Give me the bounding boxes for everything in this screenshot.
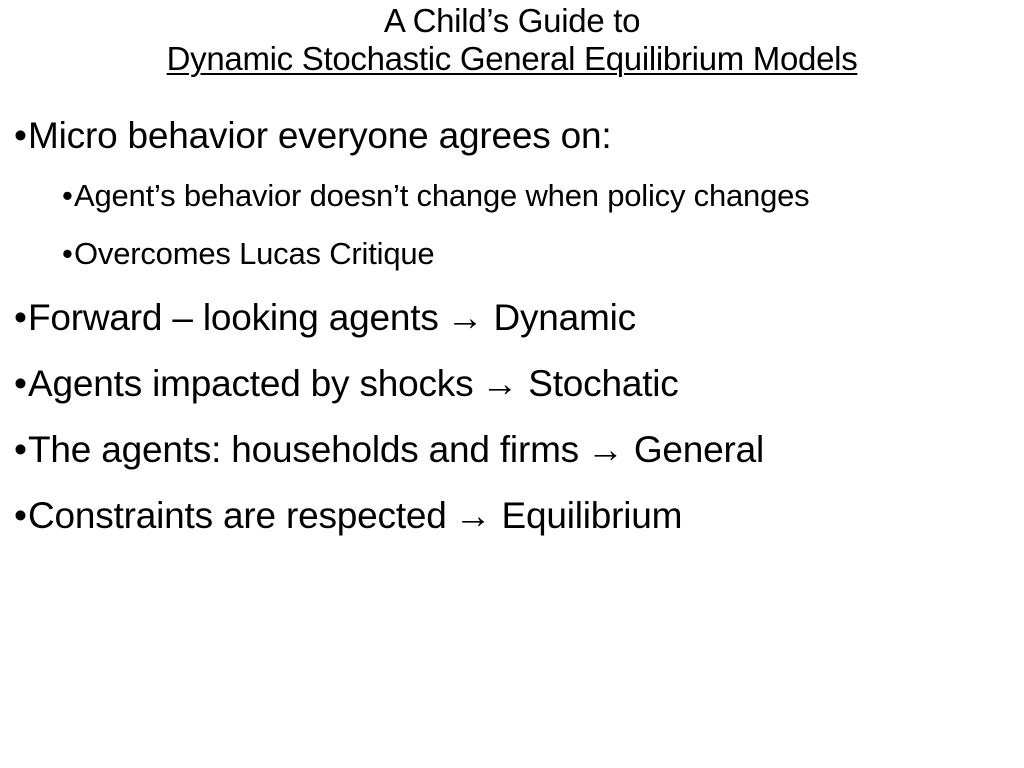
bullet-item-general [14,428,764,472]
title-line-2: Dynamic Stochastic General Equilibrium Models [166,40,858,77]
bullet-text: Agent’s behavior doesn’t change when policy changes [74,178,810,213]
slide-title [0,2,1024,78]
bullet-icon: • [14,115,27,156]
arrow-right-icon: → [446,297,484,338]
bullet-icon: • [62,178,73,213]
sub-bullet-item-lucas-critique [62,236,434,272]
bullet-result-text: Equilibrium [501,495,683,536]
bullet-result-text: Dynamic [493,297,636,338]
bullet-text: Agents impacted by shocks [28,363,474,404]
bullet-item-micro-behavior [14,114,611,158]
bullet-item-stochastic [14,362,679,406]
bullet-icon: • [14,363,27,404]
bullet-item-equilibrium [14,494,682,538]
bullet-result-text: General [633,429,765,470]
bullet-result-text: Stochatic [528,363,679,404]
bullet-text: Overcomes Lucas Critique [74,236,435,271]
bullet-item-dynamic [14,296,636,340]
title-line-1: A Child’s Guide to [383,2,641,39]
bullet-icon: • [62,236,73,271]
bullet-text: The agents: households and firms [28,429,579,470]
bullet-icon: • [14,297,27,338]
sub-bullet-item-policy-changes [62,178,809,214]
bullet-text: Forward – looking agents [28,297,439,338]
arrow-right-icon: → [454,495,492,536]
arrow-right-icon: → [587,429,624,470]
bullet-icon: • [14,429,27,470]
arrow-right-icon: → [481,363,519,404]
bullet-icon: • [14,495,27,536]
bullet-text: Constraints are respected [28,495,447,536]
bullet-text: Micro behavior everyone agrees on: [28,115,612,156]
